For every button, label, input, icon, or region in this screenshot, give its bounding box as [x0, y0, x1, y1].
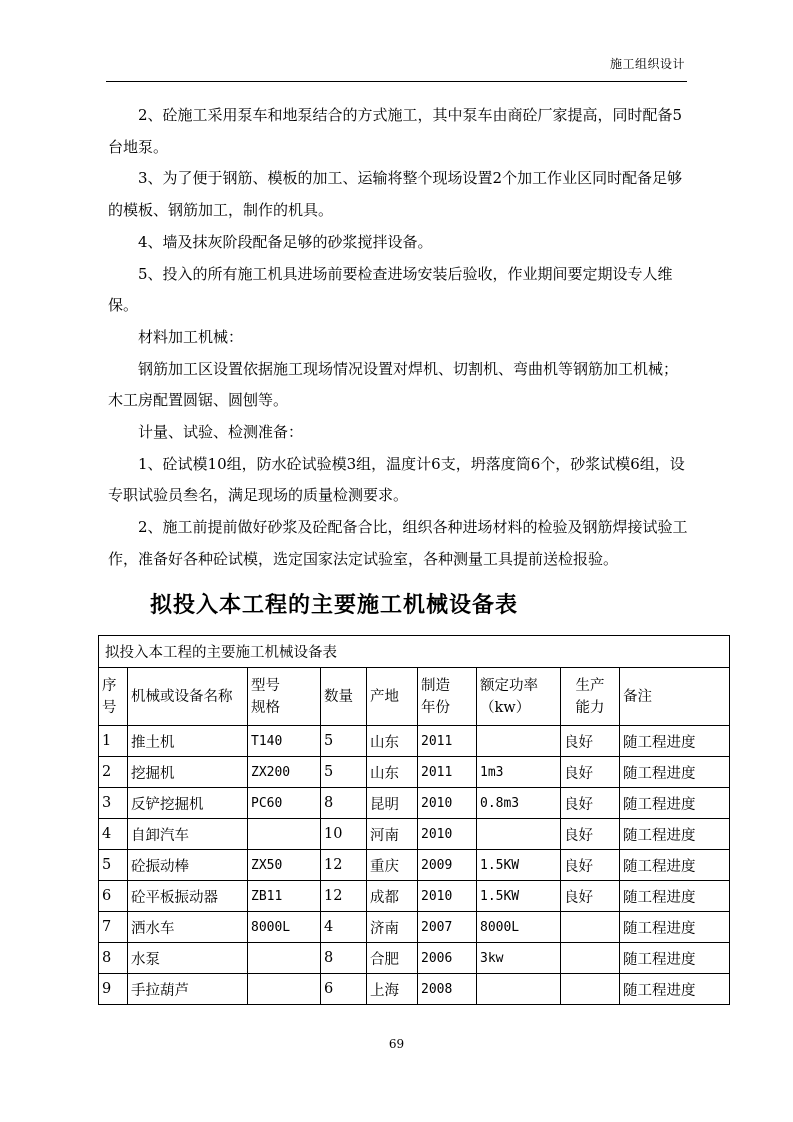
cell-capacity: 良好 [561, 726, 620, 757]
cell-qty: 12 [321, 850, 367, 881]
cell-remark: 随工程进度 [620, 912, 730, 943]
cell-name: 推土机 [128, 726, 248, 757]
cell-remark: 随工程进度 [620, 974, 730, 1005]
cell-power: 1m3 [477, 757, 561, 788]
cell-name: 反铲挖掘机 [128, 788, 248, 819]
cell-power: 1.5KW [477, 881, 561, 912]
cell-origin: 上海 [367, 974, 418, 1005]
cell-year: 2010 [418, 819, 477, 850]
cell-name: 洒水车 [128, 912, 248, 943]
header-power: 额定功率 （kw） [477, 668, 561, 726]
header-model: 型号 规格 [248, 668, 321, 726]
cell-origin: 山东 [367, 757, 418, 788]
cell-model: ZX200 [248, 757, 321, 788]
cell-power: 8000L [477, 912, 561, 943]
paragraph: 1、砼试模10组，防水砼试验模3组，温度计6支，坍落度筒6个，砂浆试模6组，设专职试验员叁名，满足现场的质量检测要求。 [108, 454, 685, 505]
table-row [99, 974, 730, 1005]
cell-origin: 山东 [367, 726, 418, 757]
cell-model: T140 [248, 726, 321, 757]
cell-seq: 9 [99, 974, 128, 1005]
header-divider [106, 81, 687, 82]
cell-name: 砼振动棒 [128, 850, 248, 881]
table-row [99, 726, 730, 757]
cell-qty: 5 [321, 757, 367, 788]
running-header: 施工组织设计 [609, 57, 685, 71]
cell-power: 1.5KW [477, 850, 561, 881]
cell-remark: 随工程进度 [620, 788, 730, 819]
page-number: 69 [388, 1037, 405, 1051]
table-row [99, 912, 730, 943]
header-name: 机械或设备名称 [128, 668, 248, 726]
cell-seq: 5 [99, 850, 128, 881]
table-row [99, 881, 730, 912]
header-remark: 备注 [620, 668, 730, 726]
cell-name: 砼平板振动器 [128, 881, 248, 912]
cell-seq: 6 [99, 881, 128, 912]
cell-capacity: 良好 [561, 757, 620, 788]
table-caption: 拟投入本工程的主要施工机械设备表 [99, 636, 730, 668]
cell-power [477, 726, 561, 757]
cell-model: PC60 [248, 788, 321, 819]
header-capacity: 生产 能力 [561, 668, 620, 726]
cell-seq: 3 [99, 788, 128, 819]
cell-capacity [561, 943, 620, 974]
section-heading: 材料加工机械： [138, 327, 244, 346]
header-origin: 产地 [367, 668, 418, 726]
header-qty: 数量 [321, 668, 367, 726]
cell-name: 自卸汽车 [128, 819, 248, 850]
cell-name: 挖掘机 [128, 757, 248, 788]
header-seq: 序 号 [99, 668, 128, 726]
cell-origin: 合肥 [367, 943, 418, 974]
cell-year: 2011 [418, 726, 477, 757]
cell-remark: 随工程进度 [620, 881, 730, 912]
cell-model [248, 819, 321, 850]
cell-seq: 4 [99, 819, 128, 850]
cell-qty: 5 [321, 726, 367, 757]
paragraph: 3、为了便于钢筋、模板的加工、运输将整个现场设置2个加工作业区同时配备足够的模板、钢筋加工，制作的机具。 [108, 169, 683, 220]
cell-model: ZB11 [248, 881, 321, 912]
cell-remark: 随工程进度 [620, 943, 730, 974]
table-row [99, 788, 730, 819]
cell-year: 2010 [418, 881, 477, 912]
section-heading: 计量、试验、检测准备： [138, 423, 304, 442]
cell-model: 8000L [248, 912, 321, 943]
cell-year: 2010 [418, 788, 477, 819]
cell-year: 2008 [418, 974, 477, 1005]
cell-qty: 12 [321, 881, 367, 912]
cell-qty: 6 [321, 974, 367, 1005]
table-row [99, 819, 730, 850]
paragraph: 钢筋加工区设置依据施工现场情况设置对焊机、切割机、弯曲机等钢筋加工机械；木工房配置圆锯、圆刨等。 [108, 359, 679, 410]
cell-origin: 昆明 [367, 788, 418, 819]
cell-remark: 随工程进度 [620, 819, 730, 850]
cell-qty: 8 [321, 788, 367, 819]
cell-seq: 2 [99, 757, 128, 788]
cell-remark: 随工程进度 [620, 850, 730, 881]
cell-capacity: 良好 [561, 850, 620, 881]
cell-name: 手拉葫芦 [128, 974, 248, 1005]
cell-year: 2011 [418, 757, 477, 788]
body-text [108, 100, 688, 576]
cell-seq: 8 [99, 943, 128, 974]
cell-year: 2009 [418, 850, 477, 881]
cell-origin: 济南 [367, 912, 418, 943]
cell-power: 3kw [477, 943, 561, 974]
table-row [99, 850, 730, 881]
cell-seq: 7 [99, 912, 128, 943]
cell-qty: 10 [321, 819, 367, 850]
table-row [99, 943, 730, 974]
cell-qty: 8 [321, 943, 367, 974]
cell-year: 2006 [418, 943, 477, 974]
table-title: 拟投入本工程的主要施工机械设备表 [150, 592, 519, 618]
cell-qty: 4 [321, 912, 367, 943]
cell-model [248, 943, 321, 974]
cell-seq: 1 [99, 726, 128, 757]
cell-model: ZX50 [248, 850, 321, 881]
cell-origin: 河南 [367, 819, 418, 850]
cell-model [248, 974, 321, 1005]
paragraph: 2、施工前提前做好砂浆及砼配备合比，组织各种进场材料的检验及钢筋焊接试验工作，准备好各种砼试模，选定国家法定试验室，各种测量工具提前送检报验。 [108, 518, 688, 568]
paragraph: 4、墙及抹灰阶段配备足够的砂浆搅拌设备。 [138, 232, 433, 251]
paragraph: 5、投入的所有施工机具进场前要检查进场安装后验收，作业期间要定期设专人维保。 [108, 264, 673, 315]
cell-origin: 重庆 [367, 850, 418, 881]
cell-power: 0.8m3 [477, 788, 561, 819]
table-header-row [99, 668, 730, 726]
cell-power [477, 819, 561, 850]
cell-capacity [561, 974, 620, 1005]
cell-capacity: 良好 [561, 819, 620, 850]
cell-capacity: 良好 [561, 788, 620, 819]
paragraph: 2、砼施工采用泵车和地泵结合的方式施工，其中泵车由商砼厂家提高，同时配备5台地泵。 [108, 106, 683, 156]
equipment-table [98, 635, 730, 1005]
cell-capacity [561, 912, 620, 943]
cell-power [477, 974, 561, 1005]
cell-origin: 成都 [367, 881, 418, 912]
header-year: 制造 年份 [418, 668, 477, 726]
cell-name: 水泵 [128, 943, 248, 974]
cell-year: 2007 [418, 912, 477, 943]
table-row [99, 757, 730, 788]
cell-remark: 随工程进度 [620, 726, 730, 757]
cell-capacity: 良好 [561, 881, 620, 912]
cell-remark: 随工程进度 [620, 757, 730, 788]
